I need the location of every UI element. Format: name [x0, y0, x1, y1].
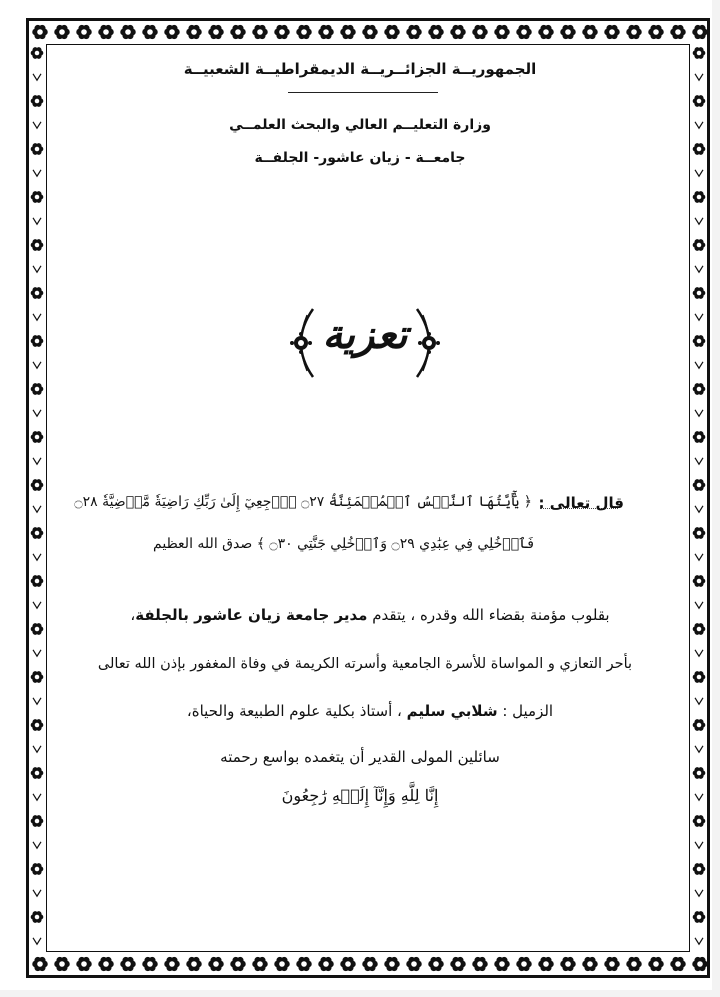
- chevron-ornament-icon: [695, 554, 703, 560]
- chevron-ornament-icon: [33, 506, 41, 512]
- flower-ornament-icon: [31, 335, 44, 347]
- flower-ornament-icon: [560, 957, 576, 971]
- flower-ornament-icon: [693, 431, 706, 443]
- body-line-3-title: ، أستاذ بكلية علوم الطبيعة والحياة،: [186, 702, 407, 720]
- flower-ornament-icon: [406, 957, 422, 971]
- flower-ornament-icon: [31, 479, 44, 491]
- university-heading: جامعــة - زيان عاشور- الجلفــة: [254, 150, 466, 166]
- chevron-ornament-icon: [33, 314, 41, 320]
- flower-ornament-icon: [274, 25, 290, 39]
- body-line-1-text: بقلوب مؤمنة بقضاء الله وقدره ، يتقدم: [367, 606, 610, 624]
- body-line-5: إِنَّا لِلَّهِ وَإِنَّآ إِلَيۡهِ رَٰجِعُونَ: [281, 786, 439, 805]
- chevron-ornament-icon: [33, 458, 41, 464]
- chevron-ornament-icon: [33, 746, 41, 752]
- flower-ornament-icon: [693, 239, 706, 251]
- chevron-ornament-icon: [33, 890, 41, 896]
- flower-ornament-icon: [31, 911, 44, 923]
- flower-ornament-icon: [582, 25, 598, 39]
- flower-ornament-icon: [693, 143, 706, 155]
- flower-ornament-icon: [604, 25, 620, 39]
- flower-ornament-icon: [604, 957, 620, 971]
- flower-ornament-icon: [428, 25, 444, 39]
- flower-ornament-icon: [31, 47, 44, 59]
- chevron-ornament-icon: [695, 314, 703, 320]
- flower-ornament-icon: [318, 25, 334, 39]
- flower-ornament-icon: [450, 25, 466, 39]
- ornament-band-bottom: [29, 953, 707, 975]
- flower-ornament-icon: [693, 527, 706, 539]
- chevron-ornament-icon: [695, 458, 703, 464]
- body-line-4: سائلين المولى القدير أن يتغمده بواسع رحمته: [220, 748, 500, 766]
- flower-ornament-icon: [670, 25, 686, 39]
- flower-ornament-icon: [693, 719, 706, 731]
- flower-ornament-icon: [54, 957, 70, 971]
- chevron-ornament-icon: [33, 554, 41, 560]
- chevron-ornament-icon: [695, 602, 703, 608]
- chevron-ornament-icon: [33, 122, 41, 128]
- flower-ornament-icon: [31, 815, 44, 827]
- chevron-ornament-icon: [695, 746, 703, 752]
- chevron-ornament-icon: [33, 362, 41, 368]
- flower-ornament-icon: [186, 957, 202, 971]
- flower-ornament-icon: [164, 957, 180, 971]
- flower-ornament-icon: [693, 671, 706, 683]
- verse-line-1: ﴿ يَٰٓأَيَّتُهَا ٱلنَّفۡسُ ٱلۡمُطۡمَئِنَّةُ ۝٢٧ ٱرۡجِعِيٓ إِلَىٰ رَبِّكِ رَاضِيَةٗ مَّرۡضِيَّةٗ ۝٢٨: [74, 494, 532, 510]
- body-line-2: بأحر التعازي و المواساة للأسرة الجامعية وأسرته الكريمة في وفاة المغفور بإذن الله تعالى: [97, 656, 633, 672]
- chevron-ornament-icon: [33, 602, 41, 608]
- verse-intro: قال تعالى :: [538, 494, 624, 512]
- flower-ornament-icon: [252, 957, 268, 971]
- flower-ornament-icon: [406, 25, 422, 39]
- flower-ornament-icon: [32, 25, 48, 39]
- flower-ornament-icon: [472, 25, 488, 39]
- flower-ornament-icon: [164, 25, 180, 39]
- flower-ornament-icon: [693, 575, 706, 587]
- flower-ornament-icon: [31, 143, 44, 155]
- flower-ornament-icon: [648, 957, 664, 971]
- flower-ornament-icon: [76, 957, 92, 971]
- flower-ornament-icon: [54, 25, 70, 39]
- flower-ornament-icon: [120, 25, 136, 39]
- chevron-ornament-icon: [33, 170, 41, 176]
- flower-ornament-icon: [693, 287, 706, 299]
- flower-ornament-icon: [670, 957, 686, 971]
- flower-ornament-icon: [318, 957, 334, 971]
- chevron-ornament-icon: [695, 170, 703, 176]
- republic-heading: الجمهوريــة الجزائــريــة الديمقراطيــة الشعبيــة: [183, 60, 537, 78]
- flower-ornament-icon: [31, 383, 44, 395]
- flower-ornament-icon: [693, 863, 706, 875]
- verse-line-2: فَٱدۡخُلِي فِي عِبَٰدِي ۝٢٩ وَٱدۡخُلِي جَنَّتِي ۝٣٠ ﴾ صدق الله العظيم: [153, 536, 534, 552]
- flower-ornament-icon: [296, 957, 312, 971]
- chevron-ornament-icon: [33, 74, 41, 80]
- flower-ornament-icon: [31, 623, 44, 635]
- flower-ornament-icon: [538, 25, 554, 39]
- header-divider: [288, 92, 438, 93]
- chevron-ornament-icon: [695, 218, 703, 224]
- flower-ornament-icon: [31, 575, 44, 587]
- flower-ornament-icon: [362, 957, 378, 971]
- flower-ornament-icon: [31, 239, 44, 251]
- flower-ornament-icon: [538, 957, 554, 971]
- title-frame: [285, 303, 445, 383]
- ministry-heading: وزارة التعليــم العالي والبحث العلمــي: [229, 117, 491, 133]
- chevron-ornament-icon: [695, 842, 703, 848]
- chevron-ornament-icon: [695, 74, 703, 80]
- chevron-ornament-icon: [33, 698, 41, 704]
- flower-ornament-icon: [693, 191, 706, 203]
- flower-ornament-icon: [31, 287, 44, 299]
- chevron-ornament-icon: [695, 362, 703, 368]
- flower-ornament-icon: [626, 957, 642, 971]
- flower-ornament-icon: [428, 957, 444, 971]
- flower-ornament-icon: [98, 957, 114, 971]
- flower-ornament-icon: [693, 623, 706, 635]
- chevron-ornament-icon: [33, 266, 41, 272]
- flower-ornament-icon: [693, 95, 706, 107]
- body-line-3-label: الزميل :: [497, 702, 554, 720]
- flower-ornament-icon: [230, 957, 246, 971]
- flower-ornament-icon: [560, 25, 576, 39]
- flower-ornament-icon: [450, 957, 466, 971]
- flower-ornament-icon: [582, 957, 598, 971]
- body-line-1-comma: ،: [130, 606, 136, 624]
- flower-ornament-icon: [31, 671, 44, 683]
- flower-ornament-icon: [31, 767, 44, 779]
- flower-ornament-icon: [494, 957, 510, 971]
- flower-ornament-icon: [120, 957, 136, 971]
- ornament-band-right: [691, 43, 707, 953]
- chevron-ornament-icon: [695, 890, 703, 896]
- flower-ornament-icon: [76, 25, 92, 39]
- flower-ornament-icon: [208, 25, 224, 39]
- flower-ornament-icon: [274, 957, 290, 971]
- chevron-ornament-icon: [33, 410, 41, 416]
- chevron-ornament-icon: [33, 938, 41, 944]
- flower-ornament-icon: [516, 25, 532, 39]
- flower-ornament-icon: [693, 815, 706, 827]
- flower-ornament-icon: [230, 25, 246, 39]
- flower-ornament-icon: [142, 957, 158, 971]
- flower-ornament-icon: [472, 957, 488, 971]
- flower-ornament-icon: [693, 335, 706, 347]
- body-line-3: [100, 702, 640, 720]
- flower-ornament-icon: [98, 25, 114, 39]
- flower-ornament-icon: [31, 863, 44, 875]
- flower-ornament-icon: [31, 527, 44, 539]
- flower-ornament-icon: [692, 957, 707, 971]
- flower-ornament-icon: [693, 479, 706, 491]
- chevron-ornament-icon: [33, 218, 41, 224]
- chevron-ornament-icon: [695, 650, 703, 656]
- ornament-band-top: [29, 21, 707, 43]
- ornament-band-left: [29, 43, 45, 953]
- flower-ornament-icon: [494, 25, 510, 39]
- flower-ornament-icon: [32, 957, 48, 971]
- chevron-ornament-icon: [695, 698, 703, 704]
- body-line-1-director: مدير جامعة زيان عاشور بالجلفة: [135, 606, 368, 624]
- chevron-ornament-icon: [695, 506, 703, 512]
- body-line-1: [100, 606, 640, 624]
- flower-ornament-icon: [340, 957, 356, 971]
- flower-ornament-icon: [693, 47, 706, 59]
- chevron-ornament-icon: [695, 938, 703, 944]
- flower-ornament-icon: [142, 25, 158, 39]
- flower-ornament-icon: [362, 25, 378, 39]
- flower-ornament-icon: [693, 911, 706, 923]
- flower-ornament-icon: [31, 95, 44, 107]
- flower-ornament-icon: [693, 767, 706, 779]
- chevron-ornament-icon: [33, 842, 41, 848]
- flower-ornament-icon: [516, 957, 532, 971]
- flower-ornament-icon: [252, 25, 268, 39]
- flower-ornament-icon: [296, 25, 312, 39]
- flower-ornament-icon: [31, 191, 44, 203]
- flower-ornament-icon: [648, 25, 664, 39]
- flower-ornament-icon: [384, 957, 400, 971]
- flower-ornament-icon: [340, 25, 356, 39]
- chevron-ornament-icon: [695, 794, 703, 800]
- chevron-ornament-icon: [33, 794, 41, 800]
- chevron-ornament-icon: [33, 650, 41, 656]
- flower-ornament-icon: [693, 383, 706, 395]
- chevron-ornament-icon: [695, 122, 703, 128]
- flower-ornament-icon: [208, 957, 224, 971]
- flower-ornament-icon: [31, 431, 44, 443]
- flower-ornament-icon: [692, 25, 707, 39]
- flower-ornament-icon: [626, 25, 642, 39]
- flower-ornament-icon: [384, 25, 400, 39]
- flower-ornament-icon: [186, 25, 202, 39]
- page-title: تعزية: [322, 311, 408, 358]
- chevron-ornament-icon: [695, 266, 703, 272]
- deceased-name: شلابي سليم: [406, 702, 498, 720]
- chevron-ornament-icon: [695, 410, 703, 416]
- flower-ornament-icon: [31, 719, 44, 731]
